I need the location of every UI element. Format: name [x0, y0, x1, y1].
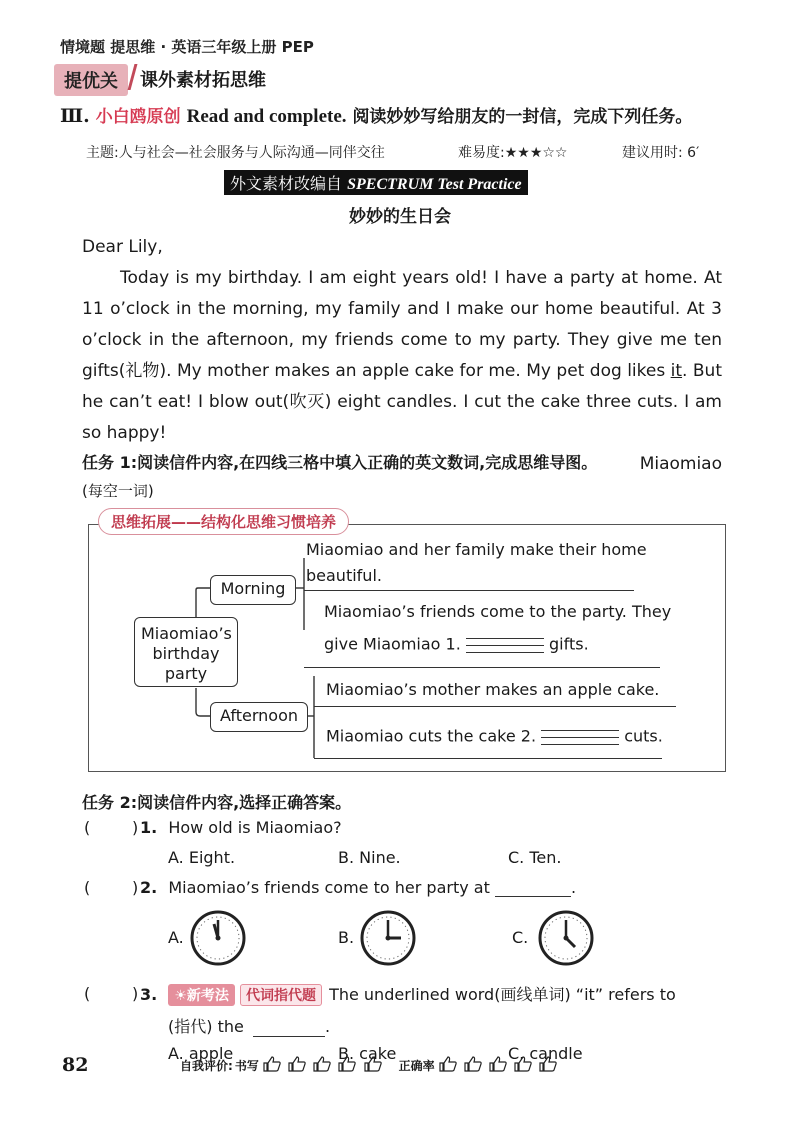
thumb-up-icon[interactable]: [288, 1056, 306, 1072]
q3-end: .: [324, 1017, 331, 1036]
clock-icon-b[interactable]: [360, 910, 416, 966]
clock-icon-c[interactable]: [538, 910, 594, 966]
q2-answer-paren-close[interactable]: ): [132, 878, 139, 897]
q2-option-c[interactable]: C.: [512, 928, 529, 947]
friends-underline: [304, 667, 660, 668]
self-eval-label: 自我评价:: [180, 1059, 233, 1073]
theme-label: 主题:人与社会—社会服务与人际沟通—同伴交往: [86, 145, 385, 161]
accuracy-thumbs[interactable]: [439, 1056, 561, 1075]
friends-text-line2: [324, 632, 589, 658]
q1-option-b[interactable]: B. Nine.: [338, 848, 401, 867]
exercise-number: Ⅲ.: [60, 105, 90, 127]
letter-body-part1: Today is my birthday. I am eight years old! I have a party at home. At 11 o’clock in the morning, my family and I make our home beautiful. At 3 o’clock in the afternoon, my friends come to my party. They give me ten gifts(礼物). My mother makes an apple cake for me. My pet dog likes: [82, 268, 722, 381]
q3-text: The underlined word(画线单词) “it” refers to: [329, 985, 676, 1004]
page-number: 82: [62, 1054, 89, 1076]
q1-text: How old is Miaomiao?: [168, 818, 342, 837]
morning-text-line2: beautiful.: [306, 566, 382, 585]
blank-1-four-lines[interactable]: [466, 632, 544, 658]
q3: [140, 982, 676, 1006]
q1-answer-paren-close[interactable]: ): [132, 818, 139, 837]
q3-pronoun-tag: 代词指代题: [240, 984, 322, 1006]
thumb-up-icon[interactable]: [514, 1056, 532, 1072]
q2-answer-paren-open: (: [84, 878, 91, 897]
bulb-icon: ☀: [174, 988, 187, 1004]
underlined-word: it: [670, 361, 683, 381]
q3-new-method-tag: [168, 984, 235, 1006]
q3-answer-paren-close[interactable]: ): [132, 984, 139, 1003]
thumb-up-icon[interactable]: [489, 1056, 507, 1072]
q2-option-b[interactable]: B.: [338, 928, 355, 947]
q2: [140, 878, 576, 897]
q3-text2: (指代) the: [168, 1017, 244, 1036]
q3-number: 3.: [140, 985, 158, 1004]
thumb-up-icon[interactable]: [464, 1056, 482, 1072]
q3-line2: [168, 1014, 330, 1037]
q1-answer-paren-open: (: [84, 818, 91, 837]
morning-text-line1: Miaomiao and her family make their home: [306, 540, 647, 559]
q1-option-c[interactable]: C. Ten.: [508, 848, 562, 867]
series-header: 情境题 提思维 · 英语三年级上册 PEP: [60, 38, 314, 56]
difficulty-stars: ★★★☆☆: [504, 145, 568, 161]
section-title: 课外素材拓思维: [140, 70, 266, 91]
q1-option-a[interactable]: A. Eight.: [168, 848, 236, 867]
friends-text-give: give Miaomiao 1.: [324, 634, 461, 654]
writing-thumbs[interactable]: [263, 1056, 385, 1075]
q3-blank[interactable]: [253, 1018, 325, 1037]
difficulty-label: 难易度:: [458, 145, 505, 161]
afternoon-node: Afternoon: [210, 702, 308, 732]
exercise-instruction-cn: 阅读妙妙写给朋友的一封信，完成下列任务。: [352, 107, 693, 127]
mother-text: Miaomiao’s mother makes an apple cake.: [326, 680, 660, 699]
cake-text: [326, 724, 663, 750]
mother-underline: [314, 706, 676, 707]
thumb-up-icon[interactable]: [439, 1056, 457, 1072]
accuracy-label: 正确率: [398, 1059, 435, 1073]
q3-option-c[interactable]: C. candle: [508, 1044, 583, 1063]
cake-text-cuts: cuts.: [624, 726, 663, 746]
thumb-up-icon[interactable]: [313, 1056, 331, 1072]
q1-number: 1.: [140, 818, 158, 837]
self-evaluation: [180, 1056, 560, 1075]
q2-text: Miaomiao’s friends come to her party at: [168, 878, 490, 897]
mindmap-badge: 思维拓展——结构化思维习惯培养: [98, 508, 349, 535]
friends-text-gifts: gifts.: [549, 634, 589, 654]
q2-blank[interactable]: [495, 878, 571, 897]
suggested-time: 建议用时: 6′: [622, 145, 700, 161]
clock-icon-a[interactable]: [190, 910, 246, 966]
task1-hint: (每空一词): [82, 482, 154, 500]
q2-end: .: [570, 878, 577, 897]
q3-answer-paren-open: (: [84, 984, 91, 1003]
morning-node: Morning: [210, 575, 296, 605]
thumb-up-icon[interactable]: [539, 1056, 557, 1072]
task2-title: 任务 2:阅读信件内容,选择正确答案。: [82, 793, 352, 812]
section-tag: 提优关: [54, 64, 128, 96]
blank-2-four-lines[interactable]: [541, 724, 619, 750]
exercise-brand: 小白鸥原创: [95, 107, 181, 127]
friends-text-line1: Miaomiao’s friends come to the party. They: [324, 602, 672, 621]
q2-number: 2.: [140, 878, 158, 897]
thumb-up-icon[interactable]: [338, 1056, 356, 1072]
q2-option-a[interactable]: A.: [168, 928, 184, 947]
task1-title: 任务 1:阅读信件内容,在四线三格中填入正确的英文数词,完成思维导图。: [82, 453, 598, 472]
cake-text-cuts-the-cake: Miaomiao cuts the cake 2.: [326, 726, 537, 746]
thumb-up-icon[interactable]: [263, 1056, 281, 1072]
letter-body-part2: . But he can’t eat! I blow out(吹灭) eight candles. I cut the cake three cuts. I am so happy!: [82, 361, 722, 443]
q3-new-method-label: 新考法: [186, 988, 229, 1004]
q1: [140, 818, 342, 837]
q3-option-a[interactable]: A. apple: [168, 1044, 234, 1063]
mindmap-center-node: [134, 617, 238, 687]
letter-signature: Miaomiao: [639, 454, 722, 474]
q3-option-b[interactable]: B. cake: [338, 1044, 397, 1063]
letter-greeting: Dear Lily,: [82, 237, 163, 257]
source-prefix: 外文素材改编自: [230, 174, 343, 193]
cake-underline: [314, 758, 662, 759]
thumb-up-icon[interactable]: [364, 1056, 382, 1072]
exercise-instruction-en: Read and complete.: [186, 106, 347, 127]
writing-label: 书写: [234, 1059, 259, 1073]
source-title: SPECTRUM Test Practice: [347, 176, 522, 193]
morning-underline: [304, 590, 634, 591]
center-node-label: Miaomiao’s birthday party: [141, 624, 232, 683]
letter-title: 妙妙的生日会: [349, 207, 451, 227]
